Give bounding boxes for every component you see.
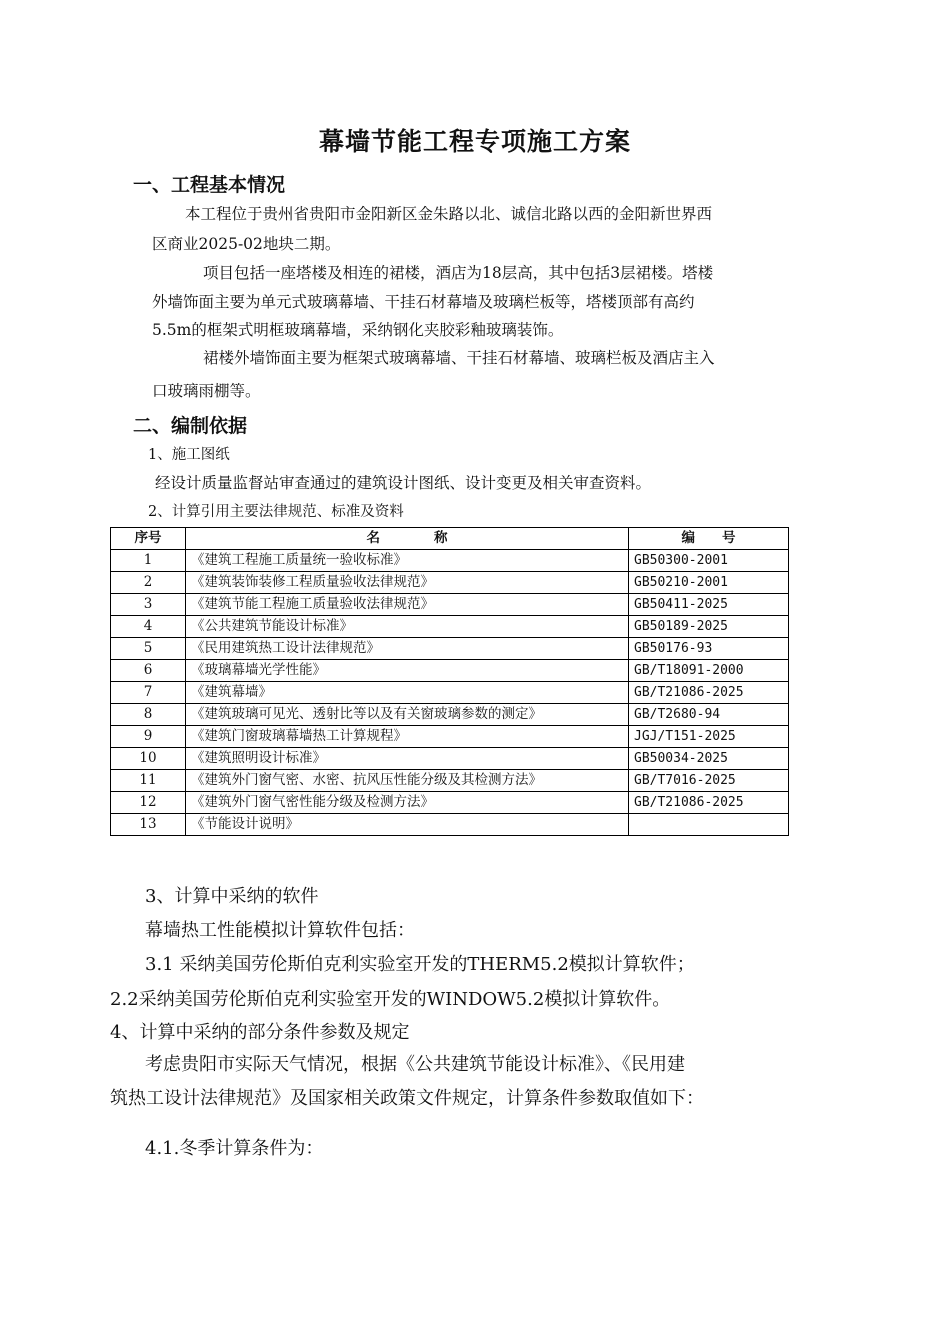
- row-code: JGJ/T151-2025: [629, 726, 789, 748]
- page-title: 幕墙节能工程专项施工方案: [318, 127, 631, 156]
- section-heading-basis: 二、编制依据: [133, 415, 248, 437]
- table-header-row: [111, 528, 789, 550]
- row-number: 13: [111, 814, 186, 836]
- row-number: 7: [111, 682, 186, 704]
- row-number: 3: [111, 594, 186, 616]
- row-name: 《民用建筑热工设计法律规范》: [186, 638, 629, 660]
- paragraph-line: 幕墙热工性能模拟计算软件包括：: [145, 920, 415, 941]
- paragraph-line: 外墙饰面主要为单元式玻璃幕墙、干挂石材幕墙及玻璃栏板等，塔楼顶部有高约: [152, 293, 695, 311]
- row-number: 2: [111, 572, 186, 594]
- row-name: 《建筑玻璃可见光、透射比等以及有关窗玻璃参数的测定》: [186, 704, 629, 726]
- row-name: 《公共建筑节能设计标准》: [186, 616, 629, 638]
- table-row: [111, 638, 789, 660]
- table-row: [111, 792, 789, 814]
- table-row: [111, 682, 789, 704]
- table-row: [111, 770, 789, 792]
- row-number: 5: [111, 638, 186, 660]
- row-number: 11: [111, 770, 186, 792]
- table-row: [111, 704, 789, 726]
- table-row: [111, 660, 789, 682]
- column-header-number: 序号: [111, 528, 186, 550]
- row-number: 9: [111, 726, 186, 748]
- row-code: GB50189-2025: [629, 616, 789, 638]
- table-row: [111, 572, 789, 594]
- row-number: 6: [111, 660, 186, 682]
- list-item: 2.2采纳美国劳伦斯伯克利实验室开发的WINDOW5.2模拟计算软件。: [110, 989, 671, 1010]
- row-name: 《建筑外门窗气密、水密、抗风压性能分级及其检测方法》: [186, 770, 629, 792]
- row-code: GB/T21086-2025: [629, 682, 789, 704]
- row-code: GB50210-2001: [629, 572, 789, 594]
- row-code: GB/T2680-94: [629, 704, 789, 726]
- subheading-winter-conditions: 4.1.冬季计算条件为：: [145, 1138, 324, 1159]
- column-header-name: 名 称: [186, 528, 629, 550]
- list-item: 3.1 采纳美国劳伦斯伯克利实验室开发的THERM5.2模拟计算软件；: [145, 954, 695, 975]
- row-name: 《玻璃幕墙光学性能》: [186, 660, 629, 682]
- row-number: 12: [111, 792, 186, 814]
- paragraph-line: 5.5m的框架式明框玻璃幕墙，采纳钢化夹胶彩釉玻璃装饰。: [152, 321, 564, 339]
- paragraph-line: 经设计质量监督站审查通过的建筑设计图纸、设计变更及相关审查资料。: [155, 474, 652, 492]
- subheading-drawings: 1、施工图纸: [148, 447, 230, 463]
- row-name: 《节能设计说明》: [186, 814, 629, 836]
- row-name: 《建筑节能工程施工质量验收法律规范》: [186, 594, 629, 616]
- row-code: GB50176-93: [629, 638, 789, 660]
- row-code: [629, 814, 789, 836]
- section-heading-basic-info: 一、工程基本情况: [133, 174, 286, 196]
- table-row: [111, 550, 789, 572]
- row-code: GB50034-2025: [629, 748, 789, 770]
- paragraph-line: 考虑贵阳市实际天气情况，根据《公共建筑节能设计标准》、《民用建: [145, 1054, 685, 1075]
- subheading-standards: 2、计算引用主要法律规范、标准及资料: [148, 504, 404, 520]
- row-code: GB50300-2001: [629, 550, 789, 572]
- row-code: GB/T21086-2025: [629, 792, 789, 814]
- table-row: [111, 748, 789, 770]
- paragraph-line: 裙楼外墙饰面主要为框架式玻璃幕墙、干挂石材幕墙、玻璃栏板及酒店主入: [203, 349, 715, 367]
- paragraph-line: 项目包括一座塔楼及相连的裙楼，酒店为18层高，其中包括3层裙楼。塔楼: [203, 264, 714, 282]
- row-code: GB/T7016-2025: [629, 770, 789, 792]
- table-row: [111, 726, 789, 748]
- row-name: 《建筑照明设计标准》: [186, 748, 629, 770]
- row-name: 《建筑门窗玻璃幕墙热工计算规程》: [186, 726, 629, 748]
- row-name: 《建筑幕墙》: [186, 682, 629, 704]
- paragraph-line: 筑热工设计法律规范》及国家相关政策文件规定，计算条件参数取值如下：: [110, 1088, 704, 1109]
- column-header-code: 编 号: [629, 528, 789, 550]
- subheading-software: 3、计算中采纳的软件: [145, 886, 319, 907]
- row-code: GB/T18091-2000: [629, 660, 789, 682]
- table-row: [111, 814, 789, 836]
- paragraph-line: 本工程位于贵州省贵阳市金阳新区金朱路以北、诚信北路以西的金阳新世界西: [185, 205, 713, 223]
- table-row: [111, 594, 789, 616]
- row-number: 4: [111, 616, 186, 638]
- row-number: 8: [111, 704, 186, 726]
- row-name: 《建筑外门窗气密性能分级及检测方法》: [186, 792, 629, 814]
- paragraph-line: 口玻璃雨棚等。: [152, 382, 261, 400]
- row-number: 10: [111, 748, 186, 770]
- standards-table: [110, 527, 789, 836]
- row-name: 《建筑装饰装修工程质量验收法律规范》: [186, 572, 629, 594]
- row-number: 1: [111, 550, 186, 572]
- subheading-parameters: 4、计算中采纳的部分条件参数及规定: [110, 1022, 410, 1043]
- table-row: [111, 616, 789, 638]
- paragraph-line: 区商业2025-02地块二期。: [152, 235, 341, 253]
- row-name: 《建筑工程施工质量统一验收标准》: [186, 550, 629, 572]
- row-code: GB50411-2025: [629, 594, 789, 616]
